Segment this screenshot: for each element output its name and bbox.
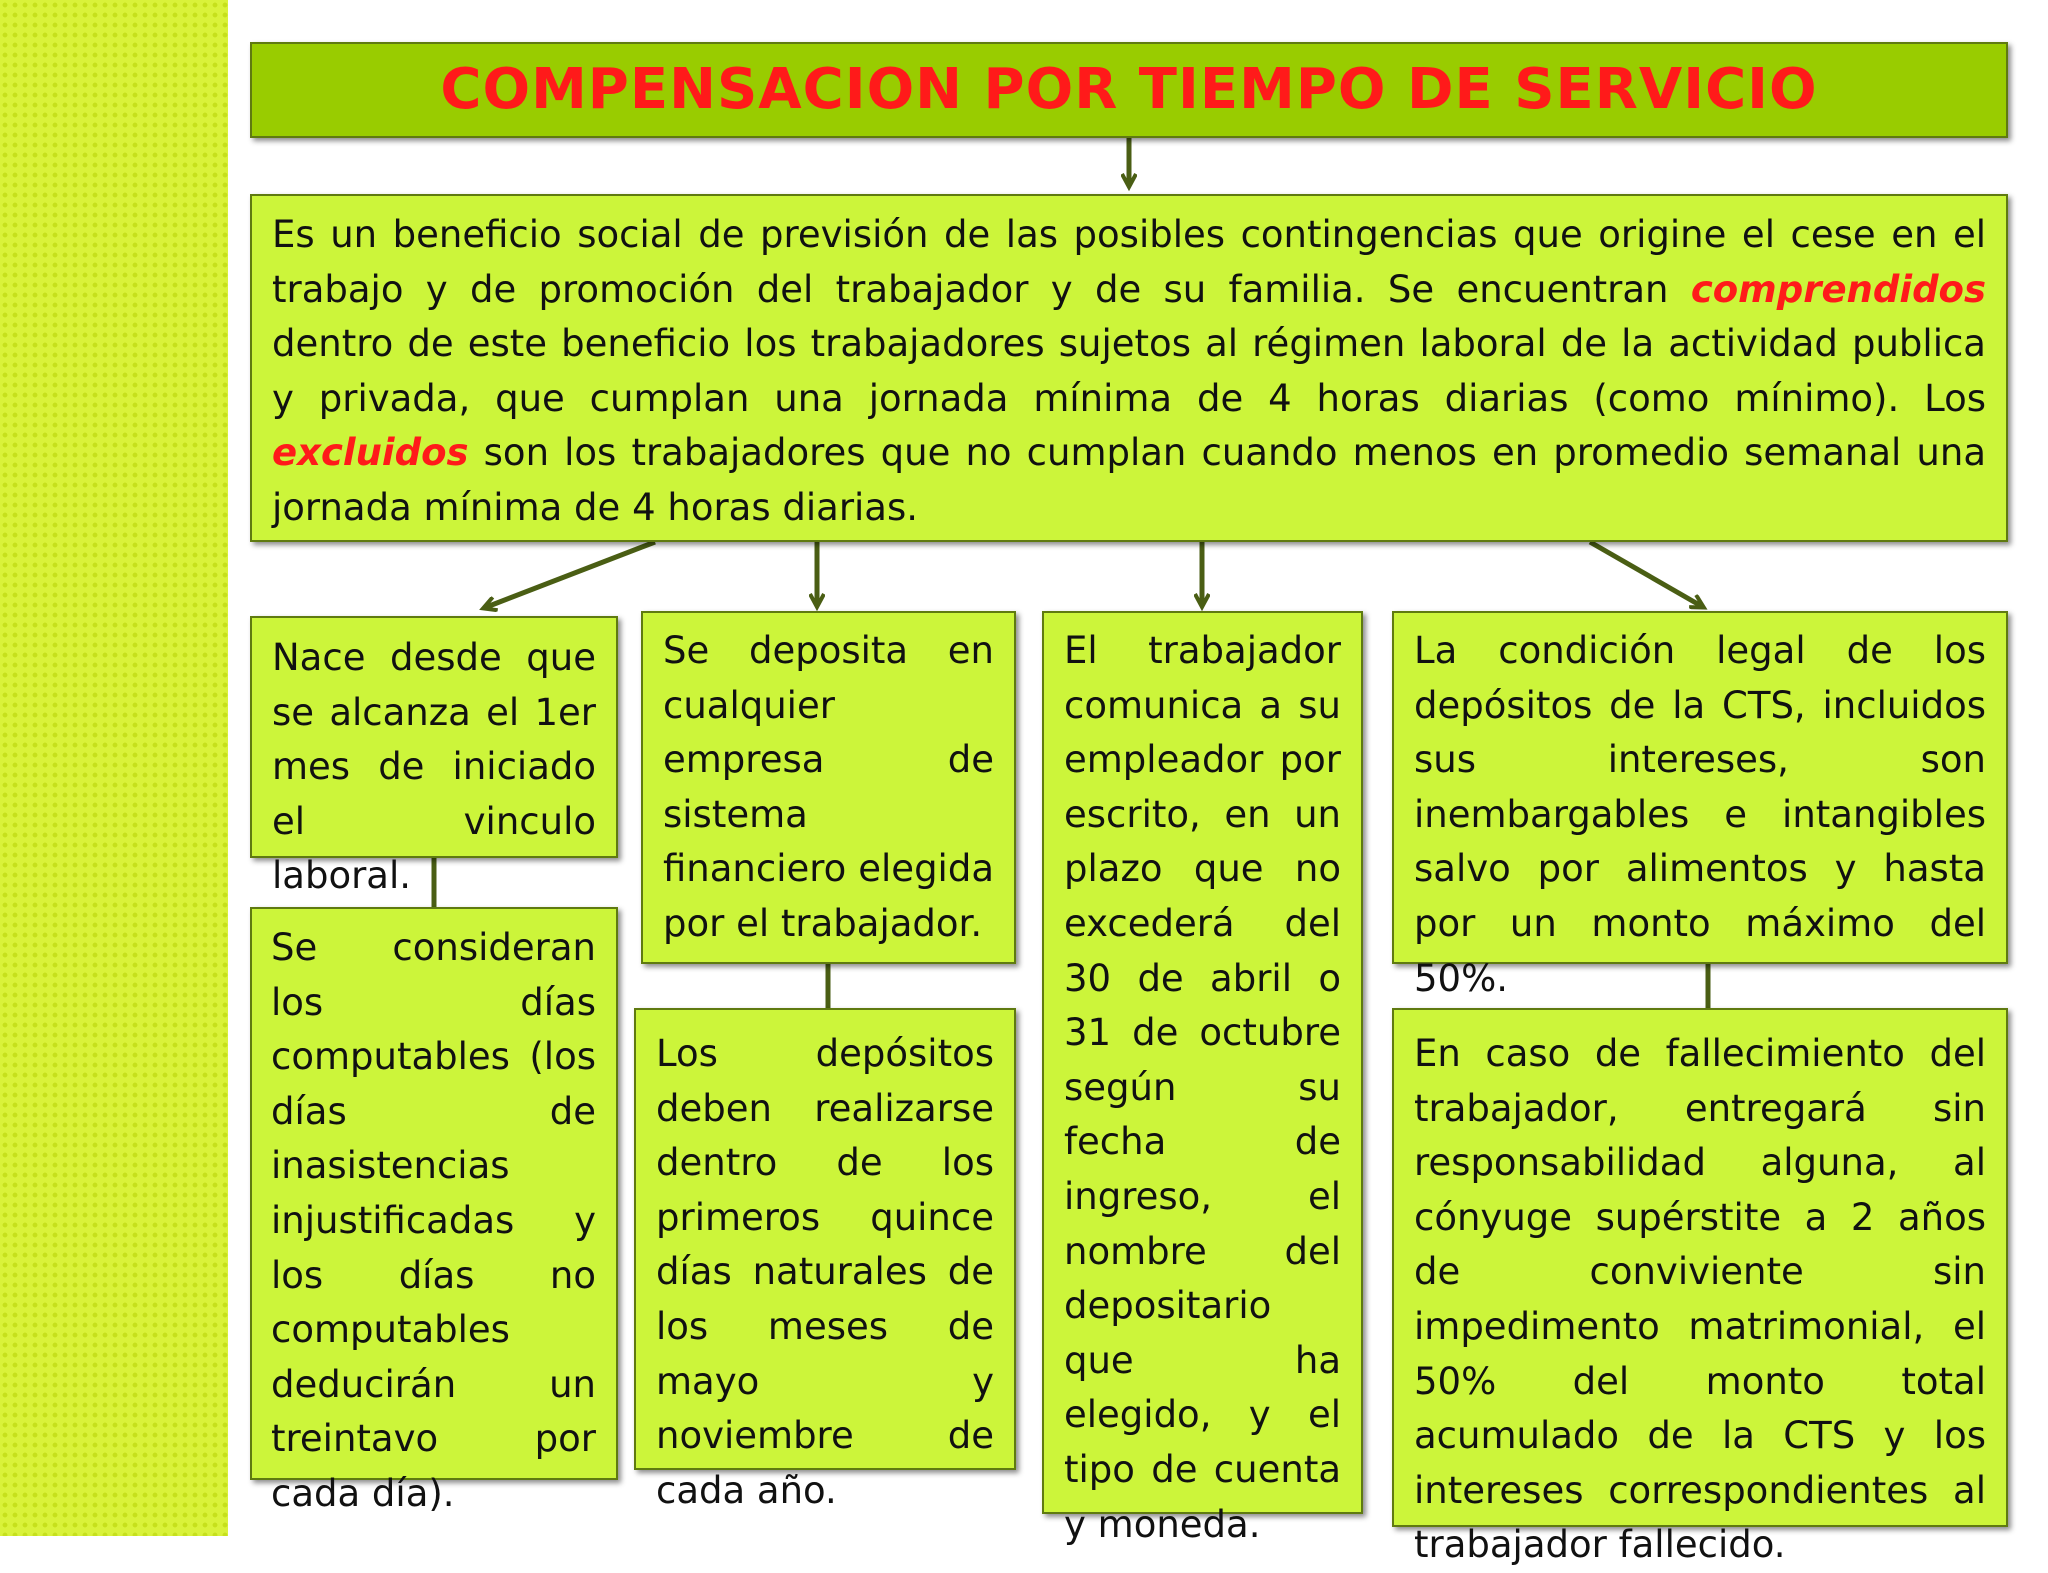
excluidos-highlight: excluidos (272, 431, 469, 475)
death-case-text: En caso de fallecimiento del trabajador, entregará sin responsabilidad alguna, al cónyuge supérstite a 2 años de conviviente sin impedimento matrimonial, el 50% del monto total acumulado de la CTS y los intereses correspondientes al trabajador fallecido. (1414, 1032, 1986, 1567)
deposit-dates-text: Los depósitos deben realizarse dentro de los primeros quince días naturales de los meses de mayo y noviembre de cada año. (656, 1032, 994, 1512)
title-box (250, 42, 2008, 138)
origin-box (250, 616, 618, 898)
legal-condition-box (1392, 611, 2008, 1000)
deposit-dates-box (634, 1008, 1016, 1512)
deposit-box (641, 611, 1016, 964)
definition-text: son los trabajadores que no cumplan cuando menos en promedio semanal una jornada mínima de 4 horas diarias. (272, 431, 1986, 529)
death-case-box (1392, 1008, 2008, 1567)
computable-days-box (250, 907, 618, 1515)
definition-text: Es un beneficio social de previsión de las posibles contingencias que origine el cese en el trabajo y de promoción del trabajador y de su familia. Se encuentran (272, 213, 1986, 311)
page-title: COMPENSACION POR TIEMPO DE SERVICIO (440, 56, 1818, 122)
comprendidos-highlight: comprendidos (1690, 267, 1986, 311)
communication-text: El trabajador comunica a su empleador por escrito, en un plazo que no excederá del 30 de abril o 31 de octubre según su fecha de ingreso, el nombre del depositario que ha elegido, y el tipo de cuenta y moneda. (1064, 629, 1341, 1546)
legal-condition-text: La condición legal de los depósitos de la CTS, incluidos sus intereses, son inembargables e intangibles salvo por alimentos y hasta por un monto máximo del 50%. (1414, 629, 1986, 1000)
arrow-to-origin (484, 542, 655, 608)
deposit-text: Se deposita en cualquier empresa de sistema financiero elegida por el trabajador. (663, 629, 994, 945)
arrow-to-legal-condition (1590, 542, 1703, 607)
definition-box (250, 194, 2008, 542)
communication-box (1042, 611, 1363, 1546)
origin-text: Nace desde que se alcanza el 1er mes de iniciado el vinculo laboral. (272, 636, 596, 898)
computable-days-text: Se consideran los días computables (los días de inasistencias injustificadas y los días no computables deducirán un treintavo por cada día). (271, 926, 596, 1515)
definition-text: dentro de este beneficio los trabajadores sujetos al régimen laboral de la actividad publica y privada, que cumplan una jornada mínima de 4 horas diarias (como mínimo). Los (272, 322, 1986, 420)
